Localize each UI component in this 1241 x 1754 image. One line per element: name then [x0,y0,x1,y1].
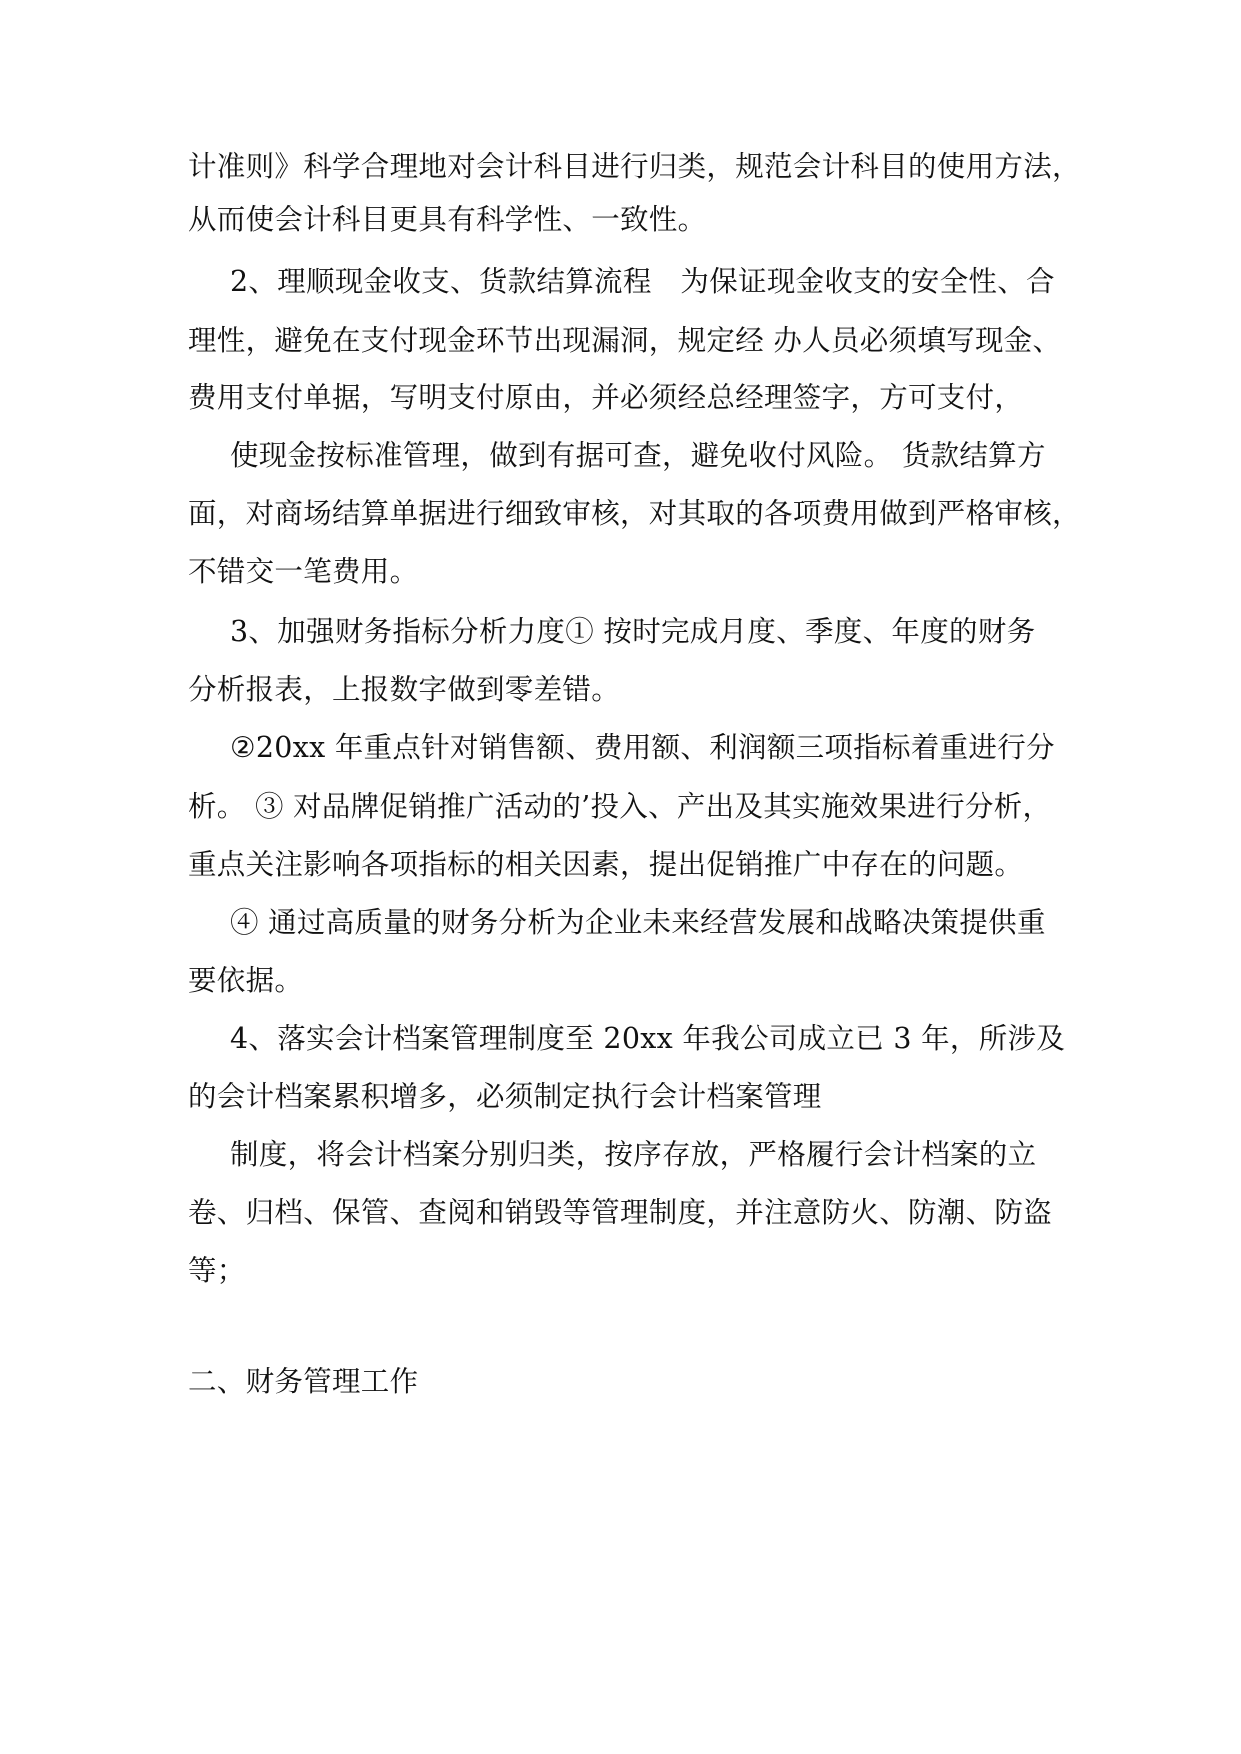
paragraph-line: ②20xx 年重点针对销售额、费用额、利润额三项指标着重进行分 [230,731,1055,764]
paragraph-line: 制度，将会计档案分别归类，按序存放，严格履行会计档案的立 [230,1138,1037,1171]
paragraph-line: 使现金按标准管理，做到有据可查，避免收付风险。 货款结算方 [230,439,1046,472]
paragraph-line: 卷、归档、保管、查阅和销毁等管理制度，并注意防火、防潮、防盗 [188,1196,1053,1229]
paragraph-line: 3、加强财务指标分析力度① 按时完成月度、季度、年度的财务 [230,615,1036,648]
paragraph-line: 等； [188,1254,246,1287]
paragraph-line: 从而使会计科目更具有科学性、一致性。 [188,203,707,236]
paragraph-line: 理性，避免在支付现金环节出现漏洞，规定经 办人员必须填写现金、 [188,324,1062,357]
paragraph-line: 不错交一笔费用。 [188,555,419,588]
paragraph-line: 要依据。 [188,964,304,997]
paragraph-line: 析。 ③ 对品牌促销推广活动的’投入、产出及其实施效果进行分析， [188,790,1052,823]
paragraph-line: 计准则》科学合理地对会计科目进行归类，规范会计科目的使用方法， [188,150,1081,183]
paragraph-line: 的会计档案累积增多，必须制定执行会计档案管理 [188,1080,822,1113]
paragraph-line: 费用支付单据，写明支付原由，并必须经总经理签字，方可支付， [188,381,1024,414]
paragraph-line: 分析报表，上报数字做到零差错。 [188,673,621,706]
paragraph-line: 2、理顺现金收支、货款结算流程 为保证现金收支的安全性、合 [230,265,1055,298]
paragraph-line: 面，对商场结算单据进行细致审核，对其取的各项费用做到严格审核， [188,497,1081,530]
paragraph-line: ④ 通过高质量的财务分析为企业未来经营发展和战略决策提供重 [230,906,1046,939]
paragraph-line: 重点关注影响各项指标的相关因素，提出促销推广中存在的问题。 [188,848,1024,881]
section-heading: 二、财务管理工作 [188,1365,419,1398]
paragraph-line: 4、落实会计档案管理制度至 20xx 年我公司成立已 3 年，所涉及 [230,1022,1066,1055]
